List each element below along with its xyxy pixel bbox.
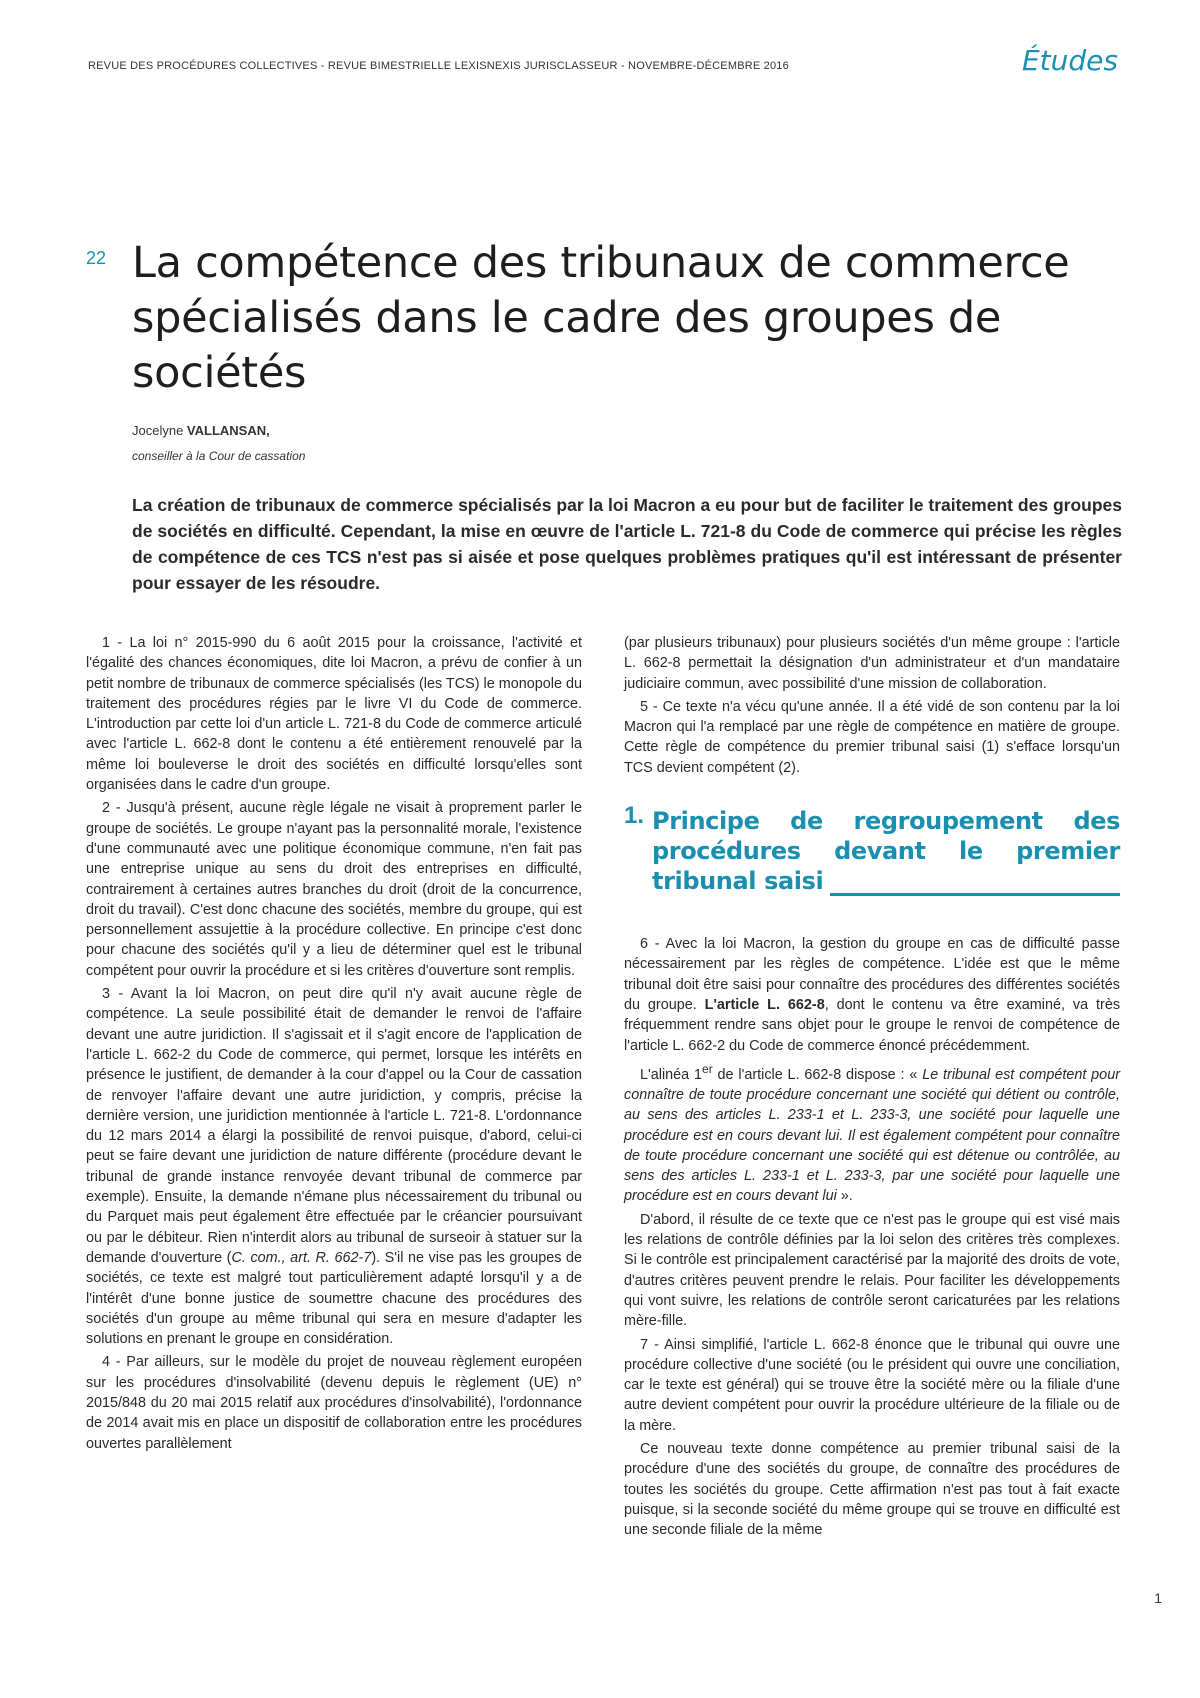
section-heading xyxy=(624,802,1120,904)
heading-rule xyxy=(830,893,1120,896)
author-role: conseiller à la Cour de cassation xyxy=(132,449,306,463)
left-column xyxy=(86,633,582,1457)
paragraph-text: ). S'il ne vise pas les groupes de sociétés, ce texte est malgré tout particulièrement adapté lorsqu'il y a de l'intérêt d'une bonne justice de soumettre chacune des procédures des sociétés d'un groupe au même tribunal qui sera en mesure d'adapter les solutions en prenant le groupe en considération. xyxy=(86,1249,583,1348)
article-title: La compétence des tribunaux de commerce spécialisés dans le cadre des groupes de sociétés xyxy=(132,238,1070,398)
paragraph-text: de l'article L. 662-8 dispose : « xyxy=(712,1066,923,1083)
article-number: 22 xyxy=(86,248,107,268)
author-name xyxy=(132,423,270,438)
abstract: La création de tribunaux de commerce spécialisés par la loi Macron a eu pour but de faciliter le traitement des groupes de sociétés en difficulté. Cependant, la mise en œuvre de l'article L. 721-8 du Code de commerce qui précise les règles de compétence de ces TCS n'est pas si aisée et pose quelques problèmes pratiques qu'il est intéressant de présenter pour essayer de les résoudre. xyxy=(132,495,1122,593)
quotation: Le tribunal est compétent pour connaître de toute procédure concernant une société qui détient ou contrôle, au sens des articles L. 233-1 et L. 233-3, une société pour laquelle une procédure est en cours devant lui. Il est également compétent pour connaître de toute procédure concernant une société qui est détenue ou contrôlée, au sens des articles L. 233-1 et L. 233-3, par une société pour laquelle une procédure est en cours devant lui xyxy=(624,1066,1120,1205)
paragraph-text: 3 - Avant la loi Macron, on peut dire qu'il n'y avait aucune règle de compétence. La seule possibilité était de demander le renvoi de l'affaire devant une autre juridiction. Il s'agissait et il s'agit encore de l'application de l'article L. 662-2 du Code de commerce, qui permet, lorsque les intérêts en présence le justifient, de demander à la cour d'appel ou la Cour de cassation de renvoyer l'affaire devant une autre juridiction, y compris, précise la dernière version, une juridiction mentionnée à l'article L. 721-8. L'ordonnance du 12 mars 2014 a élargi la possibilité de renvoi puisque, d'abord, celui-ci peut se faire devant une juridiction de nature différente (procédure devant le tribunal de grande instance renvoyée devant tribunal de commerce par exemple). Ensuite, la demande n'émane plus nécessairement du tribunal ou du Parquet mais peut également être effectuée par le créancier poursuivant ou par le débiteur. Rien n'interdit alors au tribunal de surseoir à statuer sur la demande d'ouverture ( xyxy=(86,986,582,1266)
author-first-name: Jocelyne xyxy=(132,423,187,438)
superscript: er xyxy=(702,1061,713,1076)
paragraph: 1 - La loi n° 2015-990 du 6 août 2015 pour la croissance, l'activité et l'égalité des chances économiques, dite loi Macron, a prévu de confier à un petit nombre de tribunaux de commerce spécialisés (les TCS) le monopole du traitement des procédures régies par le livre VI du Code de commerce. L'introduction par cette loi d'un article L. 721-8 du Code de commerce articulé avec l'article L. 662-8 dont le contenu a été entièrement renouvelé par la même loi bouleverse le droit des sociétés en difficulté lorsqu'elles sont organisées dans le cadre d'un groupe. xyxy=(86,635,582,794)
paragraph-text: 6 - Avec la loi Macron, la gestion du groupe en cas de difficulté passe nécessairement par les règles de compétence. L'idée est que le même tribunal doit être saisi pour connaître des procédures des différentes sociétés du groupe. xyxy=(624,936,1120,1013)
bold-reference: L'article L. 662-8 xyxy=(704,996,825,1013)
paragraph: 5 - Ce texte n'a vécu qu'une année. Il a été vidé de son contenu par la loi Macron qui l'a remplacé par une règle de compétence en matière de groupe. Cette règle de compétence du premier tribunal saisi (1) s'efface lorsqu'un TCS devient compétent (2). xyxy=(624,698,1120,776)
paragraph: D'abord, il résulte de ce texte que ce n'est pas le groupe qui est visé mais les relations de contrôle définies par la loi selon des critères très complexes. Si le contrôle est principalement caractérisé par la majorité des droits de vote, d'autres critères peuvent prendre le relais. Pour faciliter les développements qui vont suivre, les relations de contrôle seront caricaturées par les relations mère-fille. xyxy=(624,1211,1120,1330)
right-column xyxy=(624,633,1120,1543)
paragraph: Ce nouveau texte donne compétence au premier tribunal saisi de la procédure d'une des sociétés du groupe, de connaître des procédures de toutes les sociétés du groupe. Cette affirmation n'est pas tout à fait exacte puisque, si la seconde société du même groupe qui se trouve en difficulté est une seconde filiale de la même xyxy=(624,1441,1120,1539)
page-number: 1 xyxy=(1154,1590,1162,1606)
paragraph-text: , dont le contenu va être examiné, va très fréquemment rendre sans objet pour le groupe le renvoi de compétence de l'article L. 662-2 du Code de commerce énoncé précédemment. xyxy=(624,996,1121,1054)
paragraph xyxy=(86,984,582,1349)
section-tag: Études xyxy=(1021,44,1118,77)
section-heading-number: 1. xyxy=(624,802,645,830)
paragraph xyxy=(624,1059,1120,1207)
paragraph: 2 - Jusqu'à présent, aucune règle légale ne visait à proprement parler le groupe de sociétés. Le groupe n'ayant pas la personnalité morale, l'existence d'une communauté avec une politique économique commune, n'en fait pas une entreprise unique au sens du droit des entreprises en difficulté, contrairement à certaines autres branches du droit (droit de la concurrence, droit du travail). C'est donc chacune des sociétés, membre du groupe, qui est personnellement assujettie à la procédure collective. En principe c'est donc pour chacune des sociétés qu'il y a lieu de déterminer quel est le tribunal compétent pour ouvrir la procédure et si les critères d'ouverture sont remplis. xyxy=(86,800,582,979)
paragraph-text: ». xyxy=(836,1188,853,1205)
paragraph: 4 - Par ailleurs, sur le modèle du projet de nouveau règlement européen sur les procédures d'insolvabilité (devenu depuis le règlement (UE) n° 2015/848 du 20 mai 2015 relatif aux procédures d'insolvabilité), l'ordonnance de 2014 avait mis en place un dispositif de collaboration entre les procédures ouvertes parallèlement xyxy=(86,1354,582,1452)
citation: C. com., art. R. 662-7 xyxy=(231,1249,372,1266)
paragraph-text: L'alinéa 1 xyxy=(640,1066,703,1083)
paragraph xyxy=(624,934,1120,1056)
paragraph: (par plusieurs tribunaux) pour plusieurs sociétés d'un même groupe : l'article L. 662-8 permettait la désignation d'un administrateur et d'un mandataire judiciaire commun, avec possibilité d'une mission de collaboration. xyxy=(624,635,1120,692)
section-heading-text: Principe de regroupement des procédures devant le premier tribunal saisi xyxy=(652,807,1120,896)
author-last-name: VALLANSAN, xyxy=(186,423,270,438)
paragraph: 7 - Ainsi simplifié, l'article L. 662-8 énonce que le tribunal qui ouvre une procédure collective d'une société (ou le président qui ouvre une conciliation, car le texte est général) qui se trouve être la société mère ou la filiale d'une autre devient compétent pour ouvrir la procédure ultérieure de la filiale ou de la mère. xyxy=(624,1336,1120,1434)
running-head: REVUE DES PROCÉDURES COLLECTIVES - REVUE BIMESTRIELLE LEXISNEXIS JURISCLASSEUR - NOVEMBRE-DÉCEMBRE 2016 xyxy=(88,60,789,72)
